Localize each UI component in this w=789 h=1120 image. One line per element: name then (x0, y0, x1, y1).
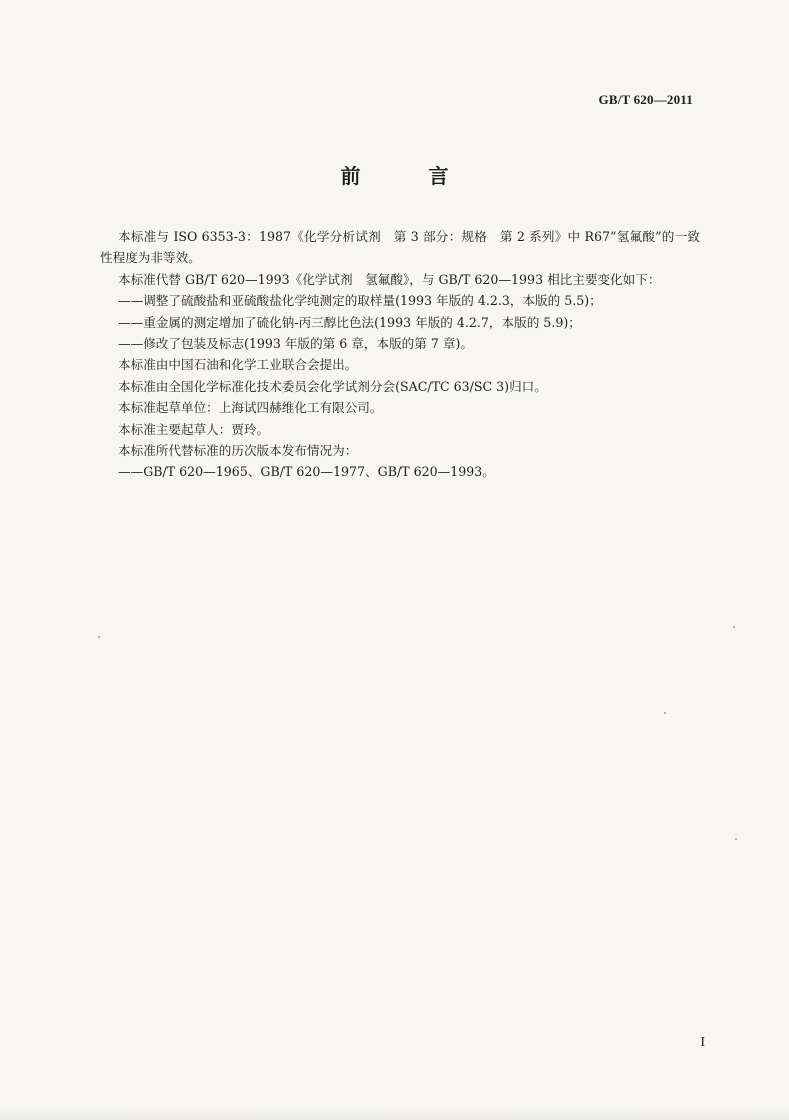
change-item: ——调整了硫酸盐和亚硫酸盐化学纯测定的取样量(1993 年版的 4.2.3，本版的 5.5)； (118, 293, 602, 309)
scan-speck (664, 712, 666, 714)
page-number: I (700, 1035, 705, 1050)
paragraph-drafting-unit: 本标准起草单位：上海试四赫维化工有限公司。 (118, 400, 383, 416)
scan-speck (733, 626, 735, 628)
change-item: ——修改了包装及标志(1993 年版的第 6 章，本版的第 7 章)。 (118, 336, 473, 352)
paragraph-equivalence: 本标准与 ISO 6353-3：1987《化学分析试剂 第 3 部分：规格 第 2 系列》中 R67“氢氟酸”的一致性程度为非等效。 (100, 229, 700, 266)
standard-code: GB/T 620—2011 (598, 92, 693, 107)
scan-speck (735, 838, 737, 840)
preface-body (100, 226, 700, 483)
paragraph-drafter: 本标准主要起草人：贾玲。 (118, 421, 270, 437)
paragraph-under-jurisdiction: 本标准由全国化学标准化技术委员会化学试剂分会(SAC/TC 63/SC 3)归口。 (118, 378, 547, 394)
scan-edge (0, 1108, 789, 1120)
paragraph-history: 本标准所代替标准的历次版本发布情况为： (118, 443, 358, 459)
scan-speck (98, 636, 100, 638)
change-item: ——重金属的测定增加了硫化钠-丙三醇比色法(1993 年版的 4.2.7，本版的 5.9)； (118, 314, 581, 330)
history-item: ——GB/T 620—1965、GB/T 620—1977、GB/T 620—1993。 (118, 464, 495, 480)
page-title: 前 言 (340, 164, 473, 188)
paragraph-proposed-by: 本标准由中国石油和化学工业联合会提出。 (118, 357, 358, 373)
paragraph-replaces: 本标准代替 GB/T 620—1993《化学试剂 氢氟酸》，与 GB/T 620—1993 相比主要变化如下： (118, 271, 661, 287)
